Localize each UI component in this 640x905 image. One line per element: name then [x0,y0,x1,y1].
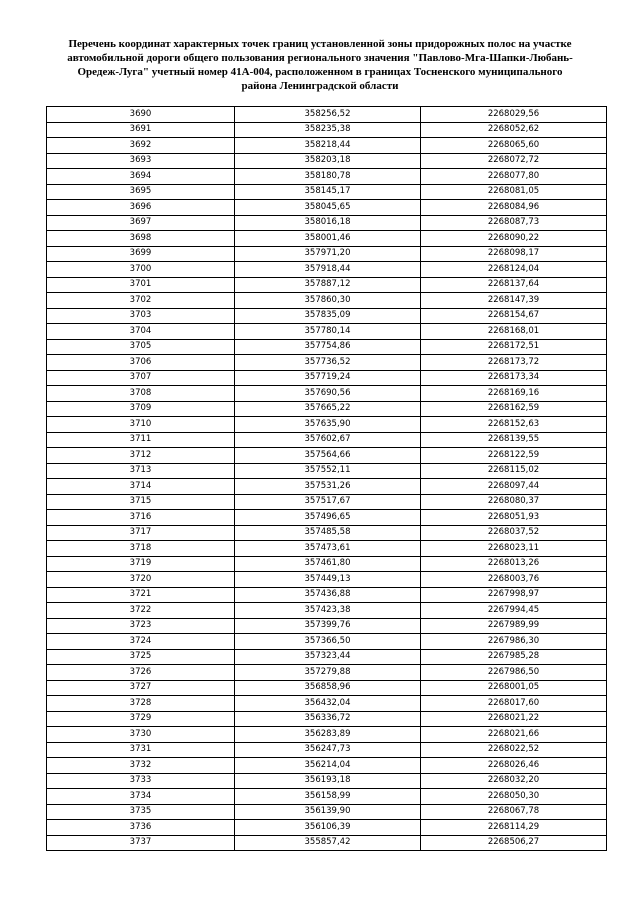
table-row [47,355,607,371]
point-number-cell: 3730 [47,727,235,743]
title-line: Перечень координат характерных точек границ установленной зоны придорожных полос на участке [68,38,572,50]
table-row [47,758,607,774]
x-coordinate-cell: 357780,14 [235,324,421,340]
table-row [47,293,607,309]
table-row [47,308,607,324]
y-coordinate-cell: 2268026,46 [421,758,607,774]
x-coordinate-cell: 358218,44 [235,138,421,154]
y-coordinate-cell: 2268052,62 [421,122,607,138]
point-number-cell: 3700 [47,262,235,278]
point-number-cell: 3723 [47,618,235,634]
y-coordinate-cell: 2268090,22 [421,231,607,247]
y-coordinate-cell: 2268003,76 [421,572,607,588]
x-coordinate-cell: 357552,11 [235,463,421,479]
point-number-cell: 3706 [47,355,235,371]
point-number-cell: 3707 [47,370,235,386]
table-row [47,169,607,185]
x-coordinate-cell: 357461,80 [235,556,421,572]
y-coordinate-cell: 2268162,59 [421,401,607,417]
title-line: Оредеж-Луга" учетный номер 41А-004, расположенном в границах Тосненского муниципального [77,66,563,78]
x-coordinate-cell: 356214,04 [235,758,421,774]
point-number-cell: 3737 [47,835,235,851]
y-coordinate-cell: 2268173,72 [421,355,607,371]
table-row [47,525,607,541]
table-row [47,401,607,417]
title-line: района Ленинградской области [241,80,399,92]
table-row [47,634,607,650]
y-coordinate-cell: 2268147,39 [421,293,607,309]
x-coordinate-cell: 357449,13 [235,572,421,588]
y-coordinate-cell: 2268169,16 [421,386,607,402]
point-number-cell: 3735 [47,804,235,820]
x-coordinate-cell: 357690,56 [235,386,421,402]
y-coordinate-cell: 2268077,80 [421,169,607,185]
point-number-cell: 3702 [47,293,235,309]
x-coordinate-cell: 357971,20 [235,246,421,262]
point-number-cell: 3726 [47,665,235,681]
y-coordinate-cell: 2268051,93 [421,510,607,526]
x-coordinate-cell: 357279,88 [235,665,421,681]
table-row [47,246,607,262]
table-row [47,603,607,619]
point-number-cell: 3704 [47,324,235,340]
point-number-cell: 3734 [47,789,235,805]
point-number-cell: 3716 [47,510,235,526]
x-coordinate-cell: 358203,18 [235,153,421,169]
x-coordinate-cell: 357635,90 [235,417,421,433]
x-coordinate-cell: 356193,18 [235,773,421,789]
table-row [47,262,607,278]
y-coordinate-cell: 2268021,22 [421,711,607,727]
table-row [47,680,607,696]
point-number-cell: 3731 [47,742,235,758]
y-coordinate-cell: 2268032,20 [421,773,607,789]
y-coordinate-cell: 2268098,17 [421,246,607,262]
table-row [47,138,607,154]
point-number-cell: 3714 [47,479,235,495]
table-row [47,587,607,603]
x-coordinate-cell: 356432,04 [235,696,421,712]
point-number-cell: 3728 [47,696,235,712]
table-row [47,448,607,464]
x-coordinate-cell: 357423,38 [235,603,421,619]
table-row [47,215,607,231]
y-coordinate-cell: 2268168,01 [421,324,607,340]
x-coordinate-cell: 357485,58 [235,525,421,541]
table-row [47,200,607,216]
table-row [47,541,607,557]
point-number-cell: 3722 [47,603,235,619]
point-number-cell: 3690 [47,107,235,123]
x-coordinate-cell: 358256,52 [235,107,421,123]
y-coordinate-cell: 2268080,37 [421,494,607,510]
table-row [47,742,607,758]
coordinates-table-body [47,107,607,851]
y-coordinate-cell: 2268081,05 [421,184,607,200]
x-coordinate-cell: 356283,89 [235,727,421,743]
point-number-cell: 3694 [47,169,235,185]
table-row [47,773,607,789]
x-coordinate-cell: 357399,76 [235,618,421,634]
point-number-cell: 3693 [47,153,235,169]
y-coordinate-cell: 2268050,30 [421,789,607,805]
y-coordinate-cell: 2268115,02 [421,463,607,479]
y-coordinate-cell: 2267989,99 [421,618,607,634]
point-number-cell: 3695 [47,184,235,200]
point-number-cell: 3725 [47,649,235,665]
y-coordinate-cell: 2268067,78 [421,804,607,820]
point-number-cell: 3708 [47,386,235,402]
point-number-cell: 3696 [47,200,235,216]
x-coordinate-cell: 358145,17 [235,184,421,200]
table-row [47,820,607,836]
table-row [47,432,607,448]
y-coordinate-cell: 2268029,56 [421,107,607,123]
x-coordinate-cell: 357860,30 [235,293,421,309]
point-number-cell: 3711 [47,432,235,448]
x-coordinate-cell: 358235,38 [235,122,421,138]
x-coordinate-cell: 357918,44 [235,262,421,278]
x-coordinate-cell: 357719,24 [235,370,421,386]
y-coordinate-cell: 2268023,11 [421,541,607,557]
y-coordinate-cell: 2268124,04 [421,262,607,278]
point-number-cell: 3729 [47,711,235,727]
point-number-cell: 3715 [47,494,235,510]
table-row [47,277,607,293]
y-coordinate-cell: 2268173,34 [421,370,607,386]
point-number-cell: 3712 [47,448,235,464]
point-number-cell: 3733 [47,773,235,789]
y-coordinate-cell: 2268087,73 [421,215,607,231]
table-row [47,184,607,200]
table-row [47,107,607,123]
y-coordinate-cell: 2268021,66 [421,727,607,743]
point-number-cell: 3691 [47,122,235,138]
x-coordinate-cell: 356158,99 [235,789,421,805]
x-coordinate-cell: 357323,44 [235,649,421,665]
x-coordinate-cell: 357436,88 [235,587,421,603]
y-coordinate-cell: 2268017,60 [421,696,607,712]
table-row [47,494,607,510]
x-coordinate-cell: 357517,67 [235,494,421,510]
y-coordinate-cell: 2268065,60 [421,138,607,154]
table-row [47,618,607,634]
x-coordinate-cell: 357754,86 [235,339,421,355]
y-coordinate-cell: 2268114,29 [421,820,607,836]
table-row [47,324,607,340]
point-number-cell: 3736 [47,820,235,836]
x-coordinate-cell: 355857,42 [235,835,421,851]
point-number-cell: 3709 [47,401,235,417]
x-coordinate-cell: 358180,78 [235,169,421,185]
point-number-cell: 3721 [47,587,235,603]
point-number-cell: 3705 [47,339,235,355]
y-coordinate-cell: 2268154,67 [421,308,607,324]
table-row [47,804,607,820]
point-number-cell: 3697 [47,215,235,231]
x-coordinate-cell: 356336,72 [235,711,421,727]
table-row [47,510,607,526]
y-coordinate-cell: 2268013,26 [421,556,607,572]
document-title [40,37,600,93]
point-number-cell: 3718 [47,541,235,557]
table-row [47,572,607,588]
x-coordinate-cell: 357736,52 [235,355,421,371]
x-coordinate-cell: 358045,65 [235,200,421,216]
x-coordinate-cell: 356106,39 [235,820,421,836]
table-row [47,727,607,743]
table-row [47,665,607,681]
table-row [47,479,607,495]
point-number-cell: 3717 [47,525,235,541]
title-line: автомобильной дороги общего пользования регионального значения "Павлово-Мга-Шапки-Любань- [67,52,573,64]
y-coordinate-cell: 2268001,05 [421,680,607,696]
x-coordinate-cell: 357835,09 [235,308,421,324]
table-row [47,122,607,138]
y-coordinate-cell: 2268072,72 [421,153,607,169]
table-row [47,231,607,247]
y-coordinate-cell: 2268172,51 [421,339,607,355]
x-coordinate-cell: 357496,65 [235,510,421,526]
y-coordinate-cell: 2267998,97 [421,587,607,603]
y-coordinate-cell: 2267994,45 [421,603,607,619]
y-coordinate-cell: 2267986,50 [421,665,607,681]
coordinates-table [46,106,607,851]
table-row [47,556,607,572]
table-row [47,835,607,851]
x-coordinate-cell: 357602,67 [235,432,421,448]
y-coordinate-cell: 2268084,96 [421,200,607,216]
point-number-cell: 3701 [47,277,235,293]
point-number-cell: 3720 [47,572,235,588]
table-row [47,696,607,712]
y-coordinate-cell: 2268037,52 [421,525,607,541]
y-coordinate-cell: 2267985,28 [421,649,607,665]
x-coordinate-cell: 356247,73 [235,742,421,758]
x-coordinate-cell: 358001,46 [235,231,421,247]
y-coordinate-cell: 2267986,30 [421,634,607,650]
table-row [47,339,607,355]
point-number-cell: 3727 [47,680,235,696]
table-row [47,417,607,433]
table-row [47,153,607,169]
table-row [47,386,607,402]
point-number-cell: 3692 [47,138,235,154]
point-number-cell: 3703 [47,308,235,324]
point-number-cell: 3724 [47,634,235,650]
x-coordinate-cell: 358016,18 [235,215,421,231]
y-coordinate-cell: 2268122,59 [421,448,607,464]
point-number-cell: 3698 [47,231,235,247]
y-coordinate-cell: 2268139,55 [421,432,607,448]
x-coordinate-cell: 357564,66 [235,448,421,464]
x-coordinate-cell: 357665,22 [235,401,421,417]
table-row [47,370,607,386]
table-row [47,649,607,665]
y-coordinate-cell: 2268506,27 [421,835,607,851]
table-row [47,463,607,479]
point-number-cell: 3732 [47,758,235,774]
point-number-cell: 3713 [47,463,235,479]
y-coordinate-cell: 2268022,52 [421,742,607,758]
x-coordinate-cell: 356139,90 [235,804,421,820]
x-coordinate-cell: 357887,12 [235,277,421,293]
table-row [47,711,607,727]
y-coordinate-cell: 2268137,64 [421,277,607,293]
x-coordinate-cell: 356858,96 [235,680,421,696]
y-coordinate-cell: 2268097,44 [421,479,607,495]
y-coordinate-cell: 2268152,63 [421,417,607,433]
x-coordinate-cell: 357366,50 [235,634,421,650]
point-number-cell: 3710 [47,417,235,433]
table-row [47,789,607,805]
x-coordinate-cell: 357473,61 [235,541,421,557]
x-coordinate-cell: 357531,26 [235,479,421,495]
point-number-cell: 3699 [47,246,235,262]
point-number-cell: 3719 [47,556,235,572]
